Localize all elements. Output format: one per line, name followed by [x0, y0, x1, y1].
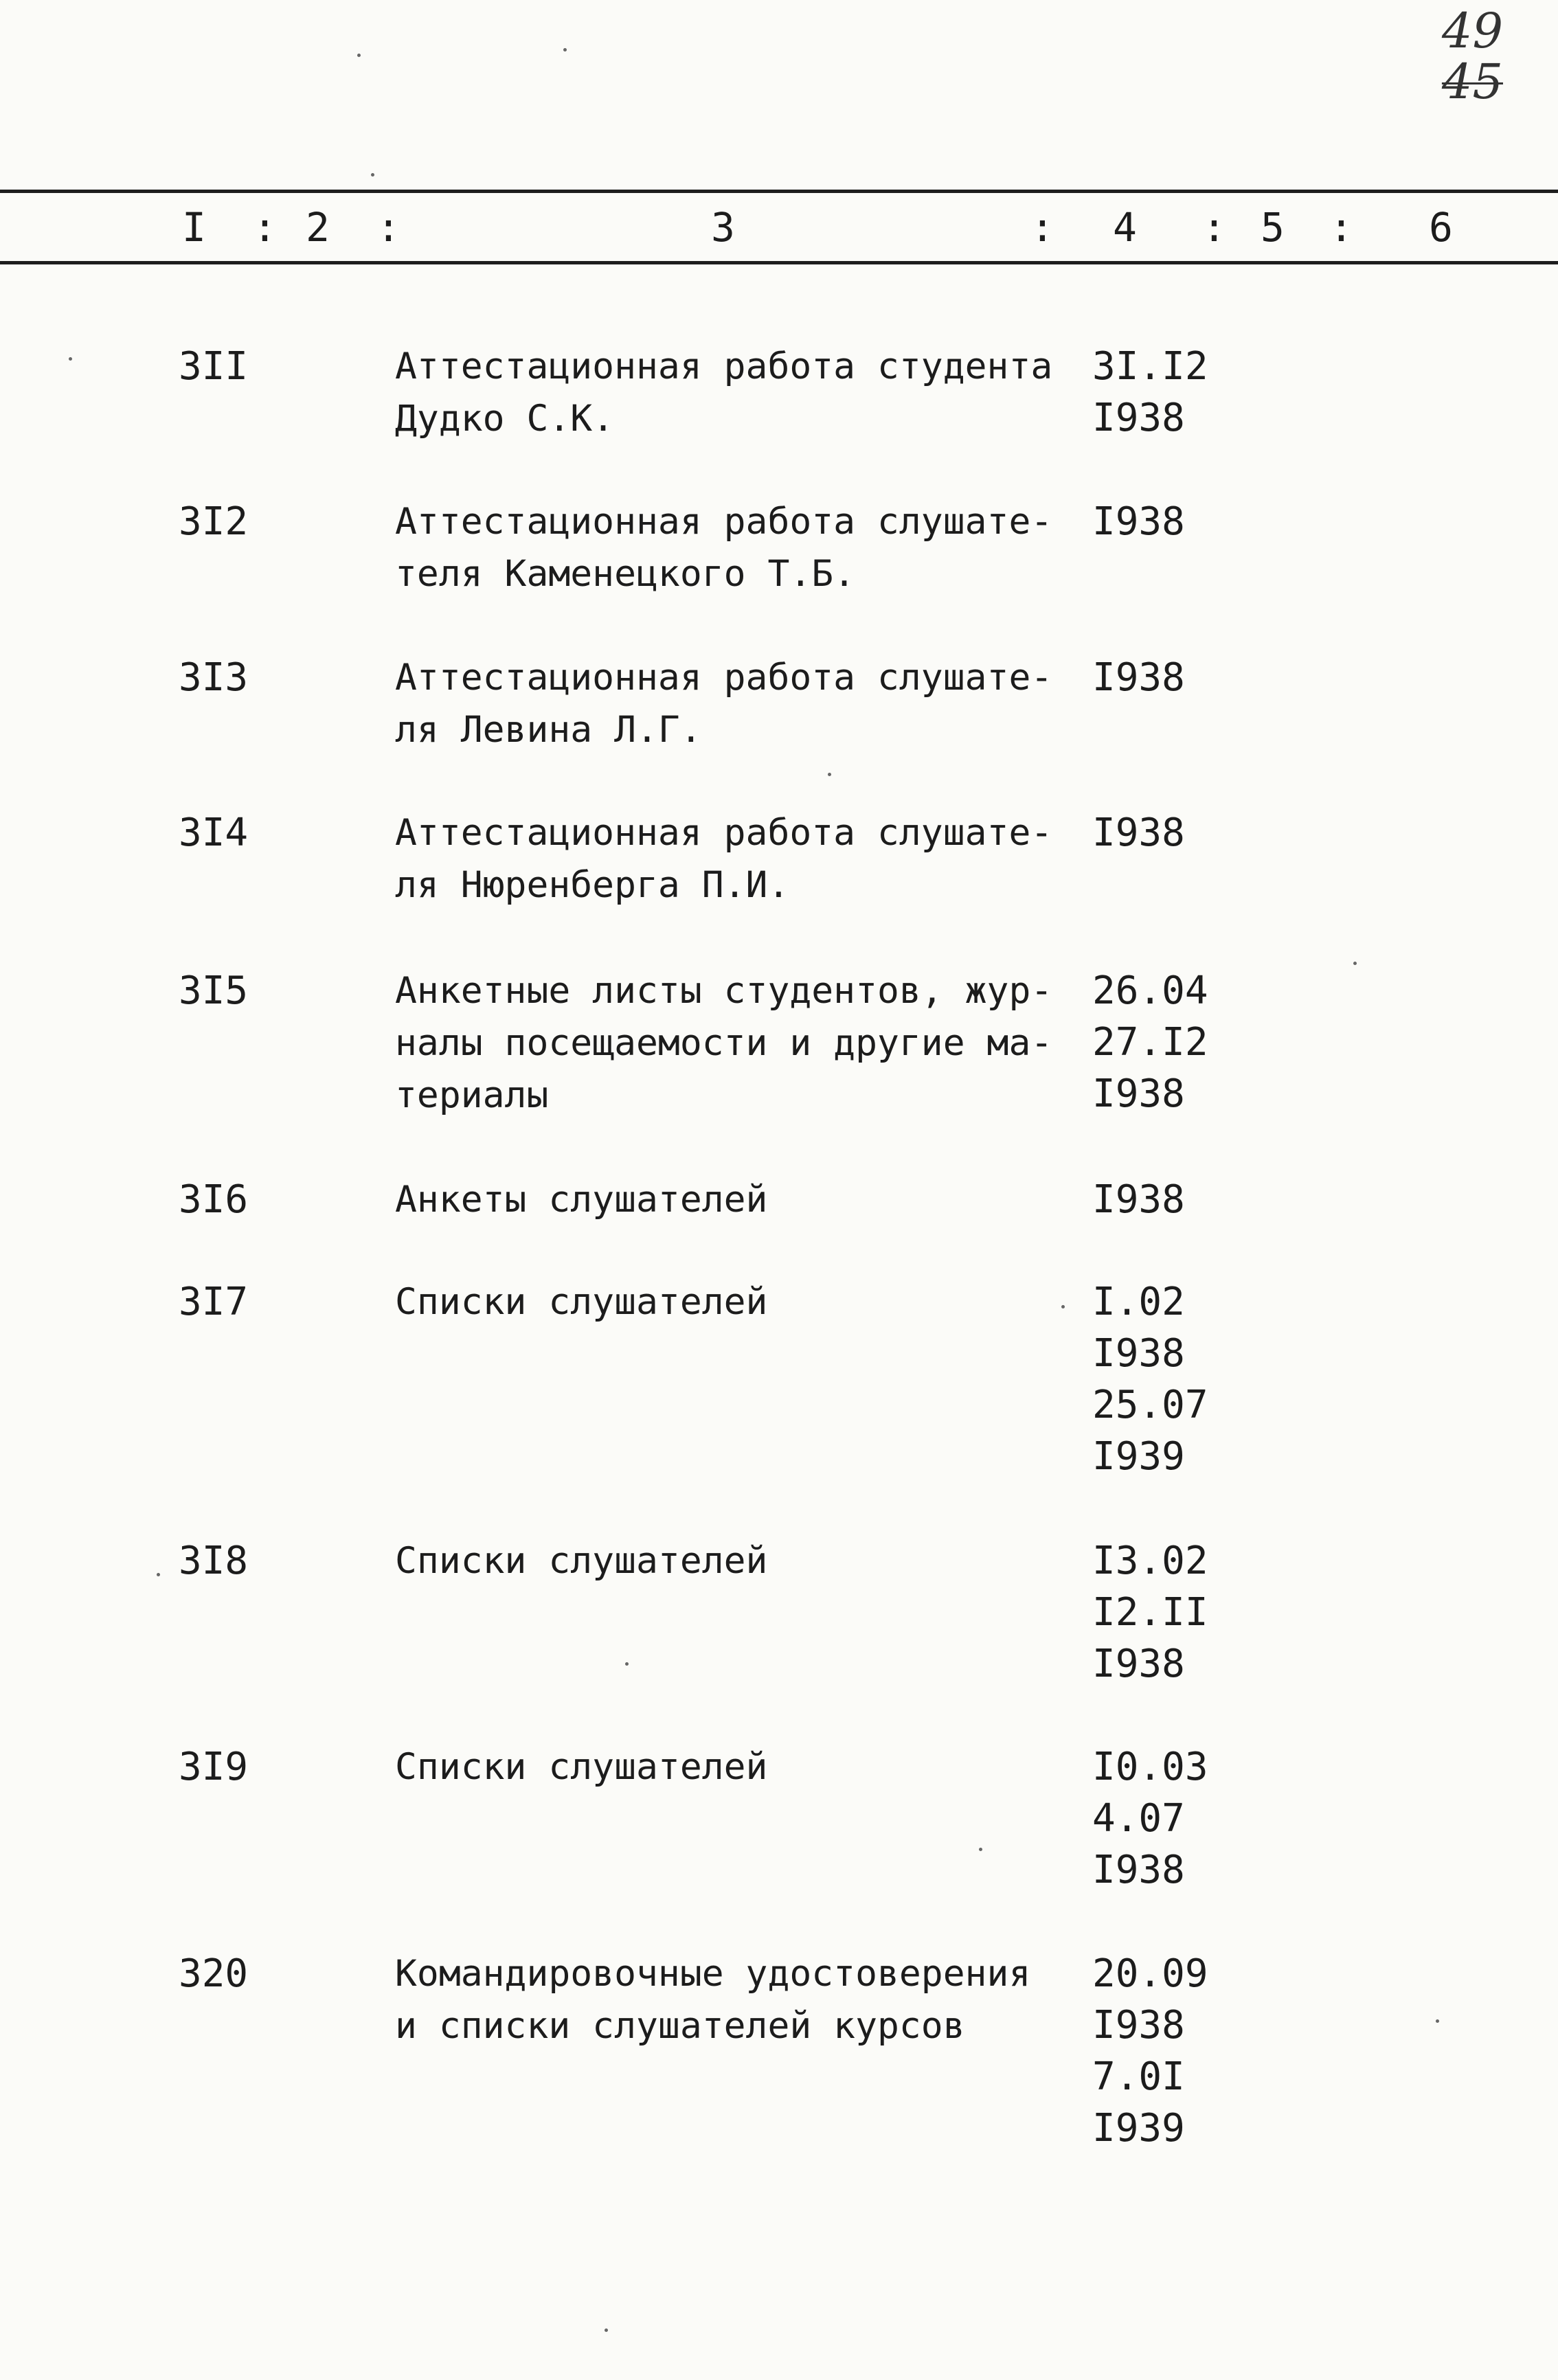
scan-speck — [357, 54, 361, 57]
scan-speck — [563, 48, 567, 52]
entry-number: 3I7 — [179, 1280, 249, 1324]
scan-speck — [1353, 962, 1357, 965]
entry-number: 3II — [179, 344, 249, 389]
entry-number: 3I8 — [179, 1539, 249, 1583]
entry-title: Анкеты слушателей — [395, 1179, 768, 1221]
header-col-2: 2 — [306, 204, 330, 251]
entry-dates: I0.03 4.07 I938 — [1092, 1745, 1208, 1892]
entry-title: Аттестационная работа студента Дудко С.К. — [395, 345, 1053, 440]
entry-dates: I938 — [1092, 499, 1185, 544]
entry-dates: I938 — [1092, 655, 1185, 700]
scan-speck — [69, 357, 72, 361]
archive-page-number — [1441, 3, 1503, 110]
page-number-renumbered: 45 — [1441, 54, 1503, 110]
entry-number: 3I9 — [179, 1745, 249, 1789]
entry-title: Аттестационная работа слушате- теля Каменецкого Т.Б. — [395, 501, 1053, 595]
header-sep-4: : — [1202, 204, 1226, 251]
entry-dates: 20.09 I938 7.0I I939 — [1092, 1951, 1208, 2151]
header-col-6: 6 — [1429, 204, 1453, 251]
entry-dates: 26.04 27.I2 I938 — [1092, 968, 1208, 1116]
scan-speck — [605, 2328, 608, 2332]
scan-speck — [1061, 1305, 1065, 1308]
entry-dates: I3.02 I2.II I938 — [1092, 1539, 1208, 1686]
entry-number: 3I4 — [179, 811, 249, 855]
entry-dates: I938 — [1092, 1177, 1185, 1222]
entry-number: 3I2 — [179, 499, 249, 544]
header-bottom-rule — [0, 261, 1558, 264]
entry-number: 3I3 — [179, 655, 249, 700]
scan-speck — [625, 1662, 629, 1666]
header-col-3: 3 — [711, 204, 735, 251]
header-col-1: I — [182, 204, 206, 251]
scan-speck — [979, 1848, 982, 1851]
entry-dates: 3I.I2 I938 — [1092, 344, 1208, 440]
header-sep-3: : — [1030, 204, 1054, 251]
entry-title: Аттестационная работа слушате- ля Нюренберга П.И. — [395, 812, 1053, 906]
entry-number: 3I6 — [179, 1177, 249, 1222]
entry-title: Командировочные удостоверения и списки слушателей курсов — [395, 1953, 1031, 2047]
scan-speck — [157, 1573, 160, 1576]
entry-title: Списки слушателей — [395, 1746, 768, 1788]
entry-dates: I938 — [1092, 811, 1185, 855]
header-sep-2: : — [376, 204, 400, 251]
scan-speck — [828, 773, 831, 776]
scan-speck — [371, 173, 374, 177]
entry-title: Анкетные листы студентов, жур- налы посещаемости и другие ма- териалы — [395, 970, 1053, 1116]
header-sep-5: : — [1329, 204, 1353, 251]
header-top-rule — [0, 190, 1558, 193]
header-col-4: 4 — [1113, 204, 1137, 251]
entry-title: Аттестационная работа слушате- ля Левина Л.Г. — [395, 657, 1053, 751]
entry-dates: I.02 I938 25.07 I939 — [1092, 1280, 1208, 1479]
page-number-original: 49 — [1441, 3, 1503, 59]
entry-title: Списки слушателей — [395, 1540, 768, 1582]
entry-title: Списки слушателей — [395, 1281, 768, 1323]
entry-number: 320 — [179, 1951, 249, 1996]
scan-speck — [1436, 2019, 1439, 2023]
entry-number: 3I5 — [179, 968, 249, 1013]
header-col-5: 5 — [1261, 204, 1285, 251]
header-sep-1: : — [253, 204, 277, 251]
